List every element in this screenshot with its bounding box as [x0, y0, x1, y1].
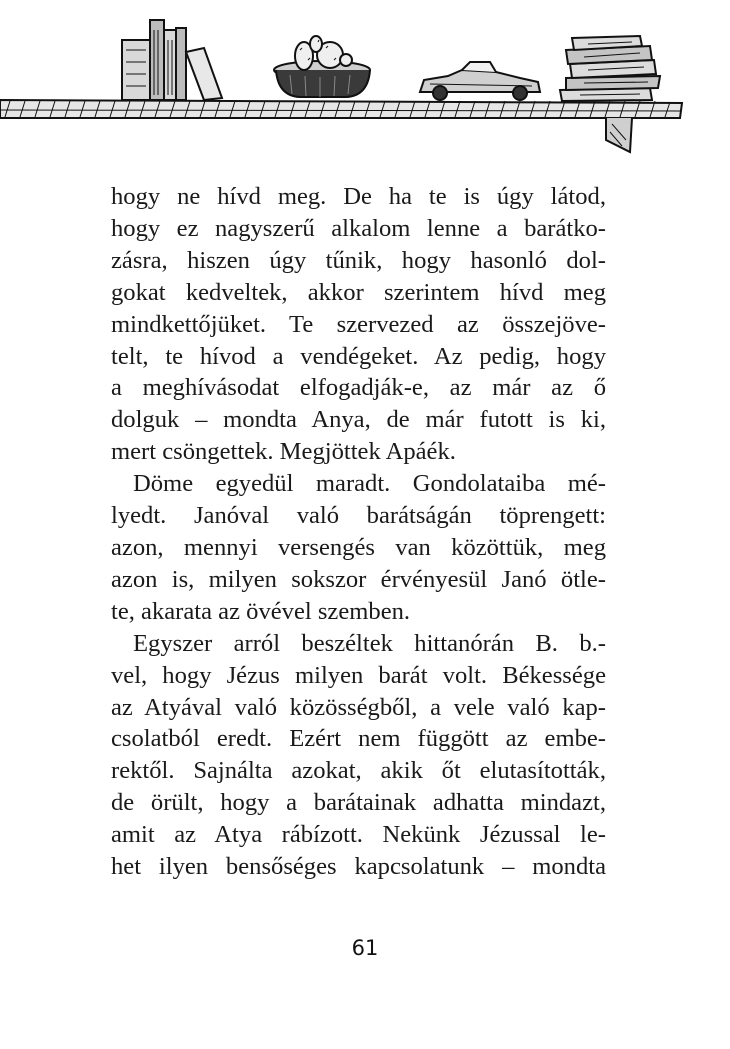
text-line: zásra, hiszen úgy tűnik, hogy hasonló dol- [111, 246, 606, 274]
page-number: 61 [351, 936, 379, 960]
text-line: mert csöngettek. Megjöttek Apáék. [111, 438, 456, 466]
text-line: vel, hogy Jézus milyen barát volt. Békessége [111, 661, 606, 689]
text-line: azon is, milyen sokszor érvényesül Janó ötle- [111, 565, 606, 593]
text-line: Döme egyedül maradt. Gondolataiba mé- [133, 470, 606, 498]
text-line: de örült, hogy a barátainak adhatta mindazt, [111, 789, 606, 817]
text-line: csolatból eredt. Ezért nem függött az embe- [111, 725, 606, 753]
body-text [111, 181, 606, 883]
cactus-pot-icon [274, 36, 370, 97]
text-line: hogy ez nagyszerű alkalom lenne a barátko- [111, 214, 606, 242]
text-line: azon, mennyi versengés van közöttük, meg [111, 533, 606, 561]
text-line: dolguk – mondta Anya, de már futott is ki, [111, 406, 606, 434]
text-line: az Atyával való közösségből, a vele való kap- [111, 693, 606, 721]
shelf-board [0, 100, 682, 152]
shelf-illustration [0, 0, 730, 170]
text-line: a meghívásodat elfogadják-e, az már az ő [111, 374, 606, 402]
text-line: het ilyen bensőséges kapcsolatunk – mondta [111, 853, 606, 881]
text-line: lyedt. Janóval való barátságán töprengett: [111, 502, 606, 530]
stacked-books-icon [560, 36, 660, 101]
text-line: gokat kedveltek, akkor szerintem hívd meg [111, 278, 606, 306]
text-line: Egyszer arról beszéltek hittanórán B. b.- [133, 629, 606, 657]
text-line: te, akarata az övével szemben. [111, 597, 411, 625]
text-line: mindkettőjüket. Te szervezed az összejöve- [111, 310, 606, 338]
text-line: amit az Atya rábízott. Nekünk Jézussal le- [111, 821, 606, 849]
books-icon [122, 20, 222, 100]
toy-car-icon [420, 62, 540, 100]
text-line: rektől. Sajnálta azokat, akik őt elutasították, [111, 757, 606, 785]
text-line: telt, te hívod a vendégeket. Az pedig, hogy [111, 342, 606, 370]
text-line: hogy ne hívd meg. De ha te is úgy látod, [111, 183, 606, 210]
